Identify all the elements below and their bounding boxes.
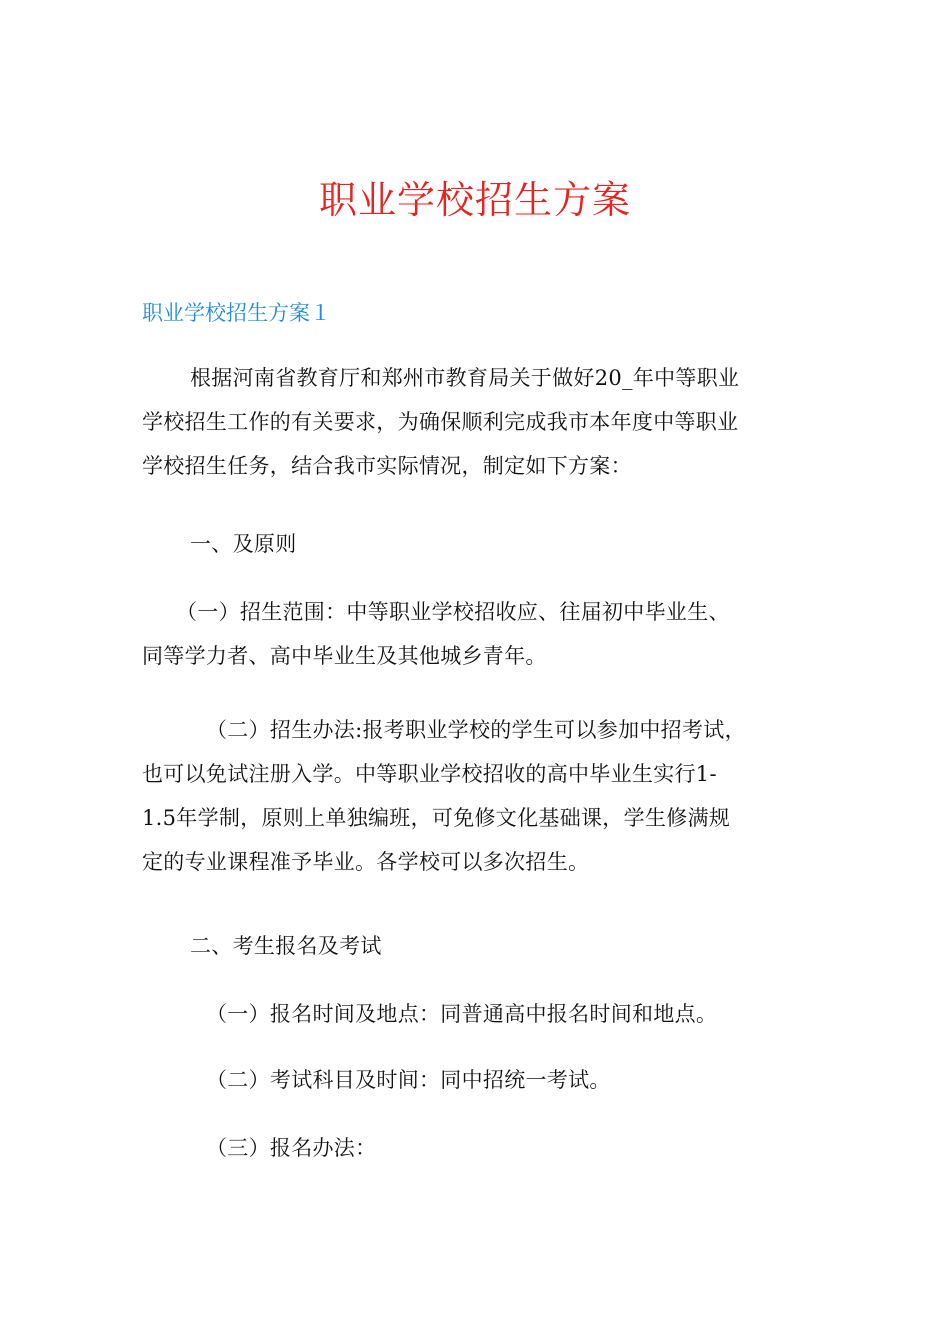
paragraph-line: （一）报名时间及地点：同普通高中报名时间和地点。 [206,1002,718,1026]
subheading: 二、考生报名及考试 [190,934,382,958]
paragraph-line: （二）招生办法:报考职业学校的学生可以参加中招考试， [206,718,746,742]
item-registration-method [142,1126,802,1170]
paragraph-line: 同等学力者、高中毕业生及其他城乡青年。 [142,644,547,668]
heading-registration [142,924,802,968]
item-enrollment-method [142,708,802,884]
paragraph-line: 学校招生任务，结合我市实际情况，制定如下方案： [142,454,632,478]
item-exam-subjects [142,1058,802,1102]
paragraph-line: 根据河南省教育厅和郑州市教育局关于做好20_年中等职业 [190,366,740,390]
item-enrollment-scope [142,590,802,678]
paragraph-line: 定的专业课程准予毕业。各学校可以多次招生。 [142,850,590,874]
document-title: 职业学校招生方案 [318,178,631,222]
paragraph-line: （二）考试科目及时间：同中招统一考试。 [206,1068,611,1092]
paragraph-line: 学校招生工作的有关要求，为确保顺利完成我市本年度中等职业 [142,410,739,434]
paragraph-line: （三）报名办法： [206,1136,377,1160]
paragraph-line: 也可以免试注册入学。中等职业学校招收的高中毕业生实行1- [142,762,717,786]
subheading: 一、及原则 [190,532,297,556]
item-registration-time [142,992,802,1036]
paragraph-line: 1.5年学制，原则上单独编班，可免修文化基础课，学生修满规 [142,806,731,830]
heading-principles [142,522,802,566]
paragraph-line: （一）招生范围：中等职业学校招收应、往届初中毕业生、 [176,600,730,624]
intro-paragraph [142,356,802,488]
section-heading: 职业学校招生方案１ [142,301,331,325]
